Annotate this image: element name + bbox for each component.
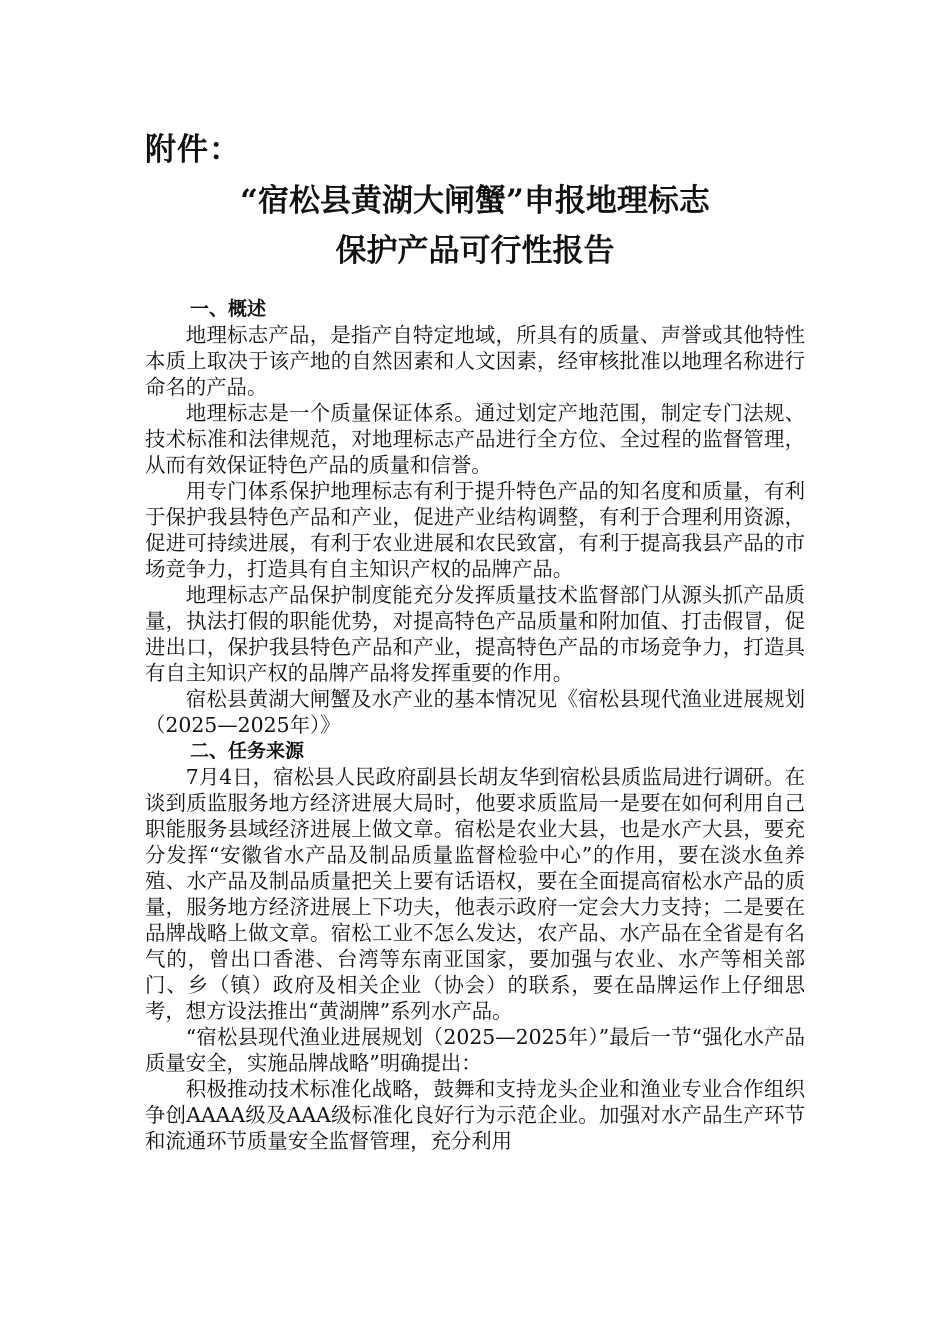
document-body — [145, 296, 805, 1154]
paragraph: 地理标志产品，是指产自特定地域，所具有的质量、声誉或其他特性本质上取决于该产地的自然因素和人文因素，经审核批准以地理名称进行命名的产品。 — [145, 323, 805, 399]
paragraph: 地理标志是一个质量保证体系。通过划定产地范围，制定专门法规、技术标准和法律规范，对地理标志产品进行全方位、全过程的监督管理，从而有效保证特色产品的质量和信誉。 — [145, 401, 805, 477]
attachment-label: 附件： — [145, 132, 241, 168]
section-heading-task-source: 二、任务来源 — [190, 740, 305, 762]
paragraph: 用专门体系保护地理标志有利于提升特色产品的知名度和质量，有利于保护我县特色产品和产业，促进产业结构调整，有利于合理利用资源，促进可持续进展，有利于农业进展和农民致富，有利于提高我县产品的市场竞争力，打造具有自主知识产权的品牌产品。 — [145, 479, 805, 581]
paragraph: 积极推动技术标准化战略，鼓舞和支持龙头企业和渔业专业合作组织争创AAAA级及AAA级标准化良好行为示范企业。加强对水产品生产环节和流通环节质量安全监督管理，充分利用 — [145, 1077, 805, 1153]
paragraph: 地理标志产品保护制度能充分发挥质量技术监督部门从源头抓产品质量，执法打假的职能优势，对提高特色产品质量和附加值、打击假冒，促进出口，保护我县特色产品和产业，提高特色产品的市场竞争力，打造具有自主知识产权的品牌产品将发挥重要的作用。 — [145, 583, 805, 685]
paragraph: 宿松县黄湖大闸蟹及水产业的基本情况见《宿松县现代渔业进展规划（2025—2025年）》 — [145, 687, 805, 737]
paragraph: 7月4日，宿松县人民政府副县长胡友华到宿松县质监局进行调研。在谈到质监服务地方经济进展大局时，他要求质监局一是要在如何利用自己职能服务县域经济进展上做文章。宿松是农业大县，也是水产大县，要充分发挥“安徽省水产品及制品质量监督检验中心”的作用，要在淡水鱼养殖、水产品及制品质量把关上要有话语权，要在全面提高宿松水产品的质量，服务地方经济进展上下功夫，他表示政府一定会大力支持；二是要在品牌战略上做文章。宿松工业不怎么发达，农产品、水产品在全省是有名气的，曾出口香港、台湾等东南亚国家，要加强与农业、水产等相关部门、乡（镇）政府及相关企业（协会）的联系，要在品牌运作上仔细思考，想方设法推出“黄湖牌”系列水产品。 — [145, 765, 805, 1023]
document-title-line-1: “宿松县黄湖大闸蟹”申报地理标志 — [240, 183, 710, 219]
paragraph: “宿松县现代渔业进展规划（2025—2025年）”最后一节“强化水产品质量安全，实施品牌战略”明确提出： — [145, 1025, 805, 1075]
document-title-line-2: 保护产品可行性报告 — [335, 233, 615, 269]
section-heading-overview: 一、概述 — [190, 298, 267, 320]
